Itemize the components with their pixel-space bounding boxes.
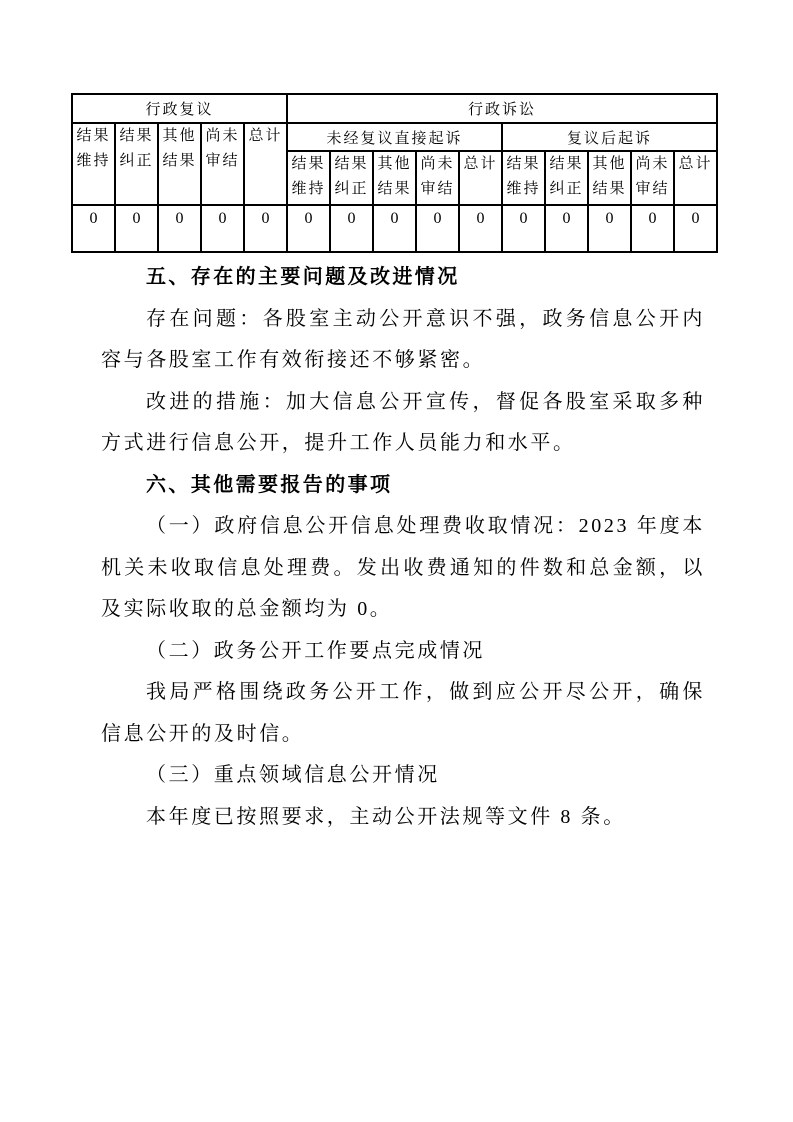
table-data-cell: 0: [631, 205, 674, 252]
header-line: 纠正: [549, 181, 584, 197]
table-data-cell: 0: [287, 205, 330, 252]
table-header-cell: [158, 123, 201, 205]
header-line: 尚未: [420, 156, 455, 172]
table-header-cell: [373, 151, 416, 205]
header-line: 维持: [76, 153, 111, 169]
header-line: 审结: [635, 181, 670, 197]
table-data-cell: 0: [674, 205, 717, 252]
header-line: 纠正: [334, 181, 369, 197]
table-data-cell: 0: [373, 205, 416, 252]
table-data-cell: 0: [72, 205, 115, 252]
table-data-cell: 0: [244, 205, 287, 252]
header-line: 结果: [592, 181, 627, 197]
header-line: 结果: [162, 153, 197, 169]
header-line: 审结: [205, 153, 240, 169]
paragraph-fee: （一）政府信息公开信息处理费收取情况：2023 年度本机关未收取信息处理费。发出收费通知的件数和总金额，以及实际收取的总金额均为 0。: [101, 515, 705, 620]
table-data-cell: 0: [502, 205, 545, 252]
subgroup-header-after-review: 复议后起诉: [502, 123, 717, 151]
table-header-cell: [502, 151, 545, 205]
table-header-cell: [674, 151, 717, 205]
table-data-row: [72, 205, 717, 252]
header-line: 其他: [162, 128, 197, 144]
header-line: 结果: [291, 156, 326, 172]
table-header-cell: [631, 151, 674, 205]
table-header-cell: [201, 123, 244, 205]
table-data-cell: 0: [115, 205, 158, 252]
group-header-litigation: 行政诉讼: [287, 94, 717, 123]
header-line: 审结: [420, 181, 455, 197]
group-header-review: 行政复议: [72, 94, 287, 123]
header-line: 结果: [549, 156, 584, 172]
section-heading-five: 五、存在的主要问题及改进情况: [146, 266, 460, 288]
table-row: [72, 123, 717, 151]
paragraph-keyareas-body: 本年度已按照要求，主动公开法规等文件 8 条。: [146, 805, 626, 828]
header-line: 维持: [291, 181, 326, 197]
document-body: [101, 257, 705, 838]
paragraph-keypoints-title: （二）政务公开工作要点完成情况: [146, 639, 485, 662]
table-header-cell: [459, 151, 502, 205]
table-data-cell: 0: [330, 205, 373, 252]
header-line: 尚未: [205, 128, 240, 144]
header-line: 尚未: [635, 156, 670, 172]
section-heading-six: 六、其他需要报告的事项: [146, 473, 393, 496]
table-header-cell: [416, 151, 459, 205]
table-header-cell: [72, 123, 115, 205]
header-line: 结果: [76, 128, 111, 144]
paragraph-measures: 改进的措施：加大信息公开宣传，督促各股室采取多种方式进行信息公开，提升工作人员能力和水平。: [101, 390, 705, 454]
table-data-cell: 0: [416, 205, 459, 252]
paragraph-keypoints-body: 我局严格围绕政务公开工作，做到应公开尽公开，确保信息公开的及时信。: [101, 681, 705, 745]
table-header-cell: [287, 151, 330, 205]
header-line: 其他: [592, 156, 627, 172]
table-row: [72, 94, 717, 123]
header-line: 总计: [463, 156, 498, 172]
paragraph-problem: 存在问题：各股室主动公开意识不强，政务信息公开内容与各股室工作有效衔接还不够紧密。: [101, 307, 705, 371]
statistics-table: [71, 93, 718, 253]
header-line: 总计: [678, 156, 713, 172]
table-data-cell: 0: [588, 205, 631, 252]
header-line: 结果: [377, 181, 412, 197]
table-data-cell: 0: [158, 205, 201, 252]
table-header-cell-other-result-bold: [588, 151, 631, 205]
table-header-cell: [244, 123, 287, 205]
header-line: 总计: [248, 128, 283, 144]
table-data-cell: 0: [545, 205, 588, 252]
subgroup-header-direct: 未经复议直接起诉: [287, 123, 502, 151]
header-line: 其他: [377, 156, 412, 172]
header-line: 结果: [334, 156, 369, 172]
table-data-cell: 0: [459, 205, 502, 252]
header-line: 维持: [506, 181, 541, 197]
paragraph-keyareas-title: （三）重点领域信息公开情况: [146, 764, 440, 786]
table-header-cell: [545, 151, 588, 205]
header-line: 纠正: [119, 153, 154, 169]
table-header-cell: [330, 151, 373, 205]
table-header-cell: [115, 123, 158, 205]
header-line: 结果: [506, 156, 541, 172]
table-data-cell: 0: [201, 205, 244, 252]
header-line: 结果: [119, 128, 154, 144]
